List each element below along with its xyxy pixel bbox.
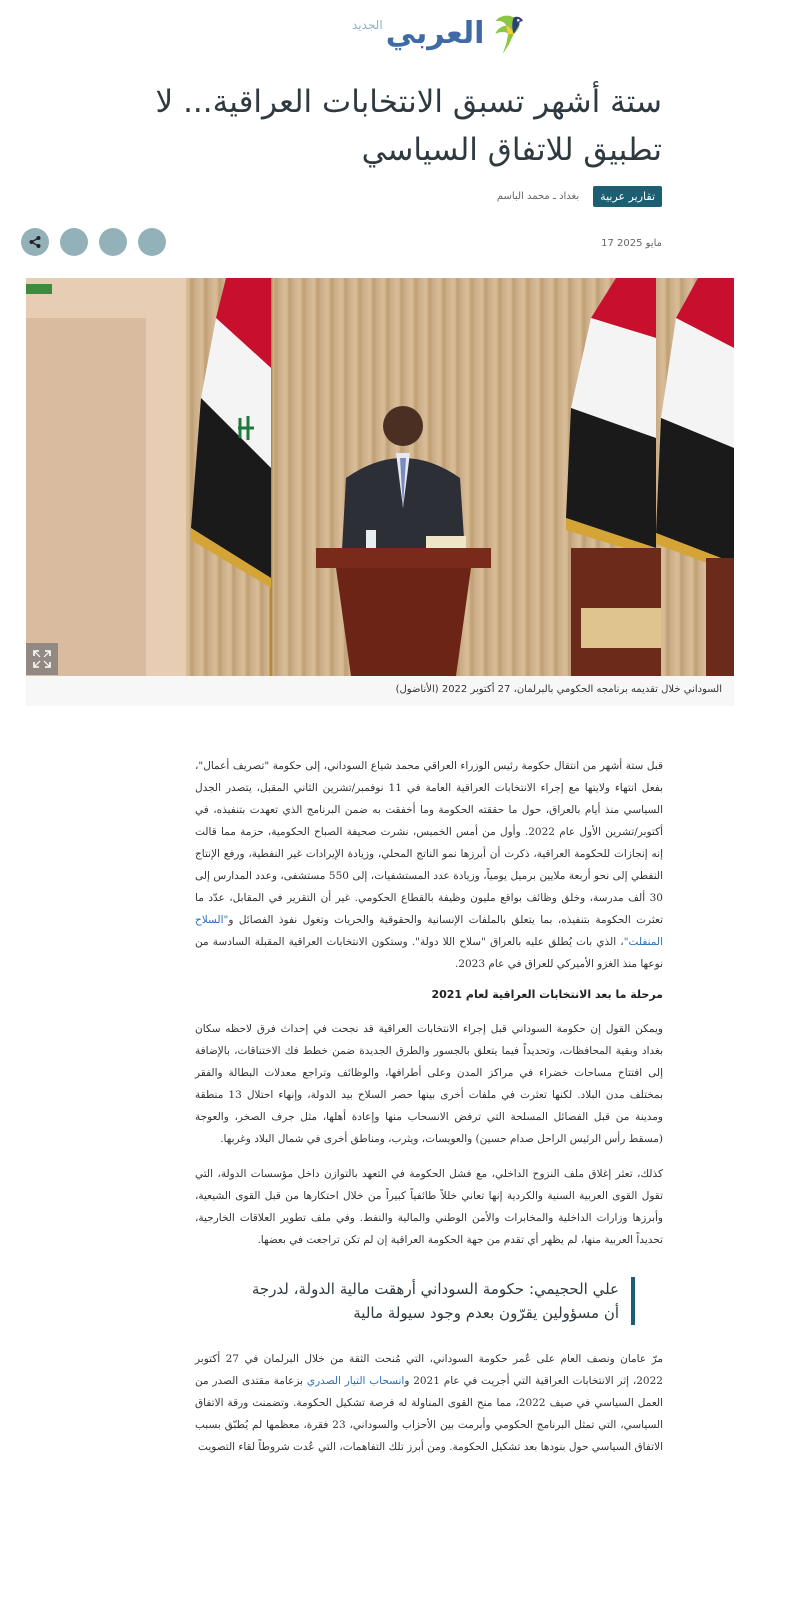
article-paragraph-3: [195, 1163, 663, 1251]
inline-link-sadrist-withdrawal[interactable]: انسحاب التيار الصدري: [306, 1375, 405, 1387]
logo-wordmark: [352, 16, 485, 51]
share-icon: [28, 235, 42, 249]
hero-image: [26, 278, 734, 676]
hummingbird-logo-icon: [488, 10, 527, 58]
category-tag[interactable]: تقارير عربية: [593, 186, 662, 207]
image-caption-bar: [26, 676, 734, 706]
publish-date: 17 مايو 2025: [601, 238, 662, 249]
share-option-button[interactable]: [99, 228, 127, 256]
inline-link-uncontrolled-weapons[interactable]: "السلاح المنفلت": [195, 914, 663, 948]
paragraph-text: ويمكن القول إن حكومة السوداني قبل إجراء الانتخابات العراقية قد نجحت في إحداث فرق لاحظه سكان بغداد وبقية المحافظات، وتحديداً فيما يتعلق بالجسور والطرق الجديدة ضمن خطط فك الاختناقات، بالإضافة إلى افتتاح مساحات خضراء في مراكز المدن وعلى أطرافها، والوظائف وتراجع معدلات البطالة والفقر بمختلف مدن البلاد. لكنها تعثرت في ملفات أخرى بينها حصر السلاح بيد الدولة، وإنهاء احتلال 13 منطقة ومدينة من قبل الفصائل المسلحة التي ترفض الانسحاب منها وإعادة أهلها، مثل جرف الصخر، والعوجة (مسقط رأس الرئيس الراحل صدام حسين) والعويسات، ويثرب، ومناطق أخرى في شمال البلاد وغربها.: [195, 1023, 664, 1145]
article-paragraph-2: [195, 1018, 663, 1150]
image-caption: السوداني خلال تقديمه برنامجه الحكومي بالبرلمان، 27 أكتوبر 2022 (الأناضول): [395, 684, 722, 695]
article-paragraph-1: [195, 755, 663, 975]
paragraph-text: ، الذي بات يُطلق عليه بالعراق "سلاح اللا دولة". وستكون الانتخابات العراقية المقبلة السادسة من نوعها منذ الغزو الأميركي للعراق في عام 2023.: [195, 936, 663, 970]
expand-icon: [33, 650, 51, 668]
article-meta: [497, 186, 662, 207]
paragraph-text: مرّ عامان ونصف العام على عُمر حكومة السوداني، التي مُنحت الثقة من خلال البرلمان في 27 أكتوبر 2022، إثر الانتخابات العراقية التي أجريت في عام 2021 و: [195, 1353, 663, 1387]
article-paragraph-4: [195, 1348, 663, 1458]
article-title: ستة أشهر تسبق الانتخابات العراقية... لا تطبيق للاتفاق السياسي: [155, 84, 662, 168]
share-option-button[interactable]: [60, 228, 88, 256]
paragraph-text: كذلك، تعثر إغلاق ملف النزوح الداخلي، مع فشل الحكومة في التعهد بالتوازن داخل مؤسسات الدولة، التي تقول القوى العربية السنية والكردية إنها تعاني خللاً طائفياً كبيراً من خلال احتكارها من قبل القوى الشيعية، وأبرزها وزارات الداخلية والمخابرات والأمن الوطني والمالية والنفط. وفي ملف تطوير العلاقات الخارجية، تحديداً العربية منها، لم يظهر أي تقدم من جهة الحكومة العراقية إن لم تكن تراجعت في بعضها.: [195, 1168, 663, 1246]
share-option-button[interactable]: [138, 228, 166, 256]
byline: بغداد ـ محمد الباسم: [496, 191, 580, 202]
share-buttons: [21, 228, 166, 256]
paragraph-text: قبل ستة أشهر من انتقال حكومة رئيس الوزراء العراقي محمد شياع السوداني، إلى حكومة "تصريف أعمال"، بفعل انتهاء ولايتها مع إجراء الانتخابات العراقية العامة في 11 نوفمبر/تشرين الثاني المقبل، يتصدر الجدل السياسي منذ أيام بالعراق، حول ما حققته الحكومة وما أخفقت به ضمن البرنامج الذي تعهدت بتنفيذه، في أكتوبر/تشرين الأول عام 2022. وأول من أمس الخميس، نشرت صحيفة الصباح الحكومية، حزمة مما قالت إنه إنجازات للحكومة العراقية، ذكرت أن أبرزها نمو الناتج المحلي، وزيادة الإيرادات غير النفطية، ورفع الإنتاج النفطي إلى نحو أربعة ملايين برميل يومياً، وزيادة عدد المستشفيات، إلى 550 مستشفى، وعدد المدارس إلى 30 ألف مدرسة، وخلق وظائف بواقع مليون وظيفة بالقطاع الحكومي. غير أن التقرير في المقابل، عدّد ما تعثرت الحكومة بتنفيذه، بما يتعلق بالملفات الإنسانية والحقوقية والحريات وتغول نفوذ الفصائل و: [195, 760, 664, 926]
section-subheading: مرحلة ما بعد الانتخابات العراقية لعام 2021: [431, 988, 663, 1001]
paragraph-text: بزعامة مقتدى الصدر من العمل السياسي في صيف 2022، مما منح القوى المناولة له فرصة تشكيل الحكومة. وتضمنت ورقة الاتفاق السياسي، التي تمثل البرنامج الحكومي وأبرمت بين الأحزاب والسوداني، 23 فقرة، معظمها لم يُطبّق بسبب الاتفاق السياسي حول بنودها بعد تشكيل الحكومة. ومن أبرز تلك التفاهمات، التي عُدت شروطاً لقاء التصويت: [195, 1375, 664, 1453]
site-logo[interactable]: [352, 8, 527, 60]
logo-main-text: العربي: [385, 16, 485, 51]
hero-photo-illustration: [26, 278, 734, 676]
logo-sub-text: الجديد: [352, 18, 383, 32]
pull-quote: علي الحجيمي: حكومة السوداني أرهقت مالية الدولة، لدرجة أن مسؤولين يقرّون بعدم وجود سيولة مالية: [239, 1277, 635, 1325]
share-button[interactable]: [21, 228, 49, 256]
expand-image-button[interactable]: [26, 643, 58, 675]
